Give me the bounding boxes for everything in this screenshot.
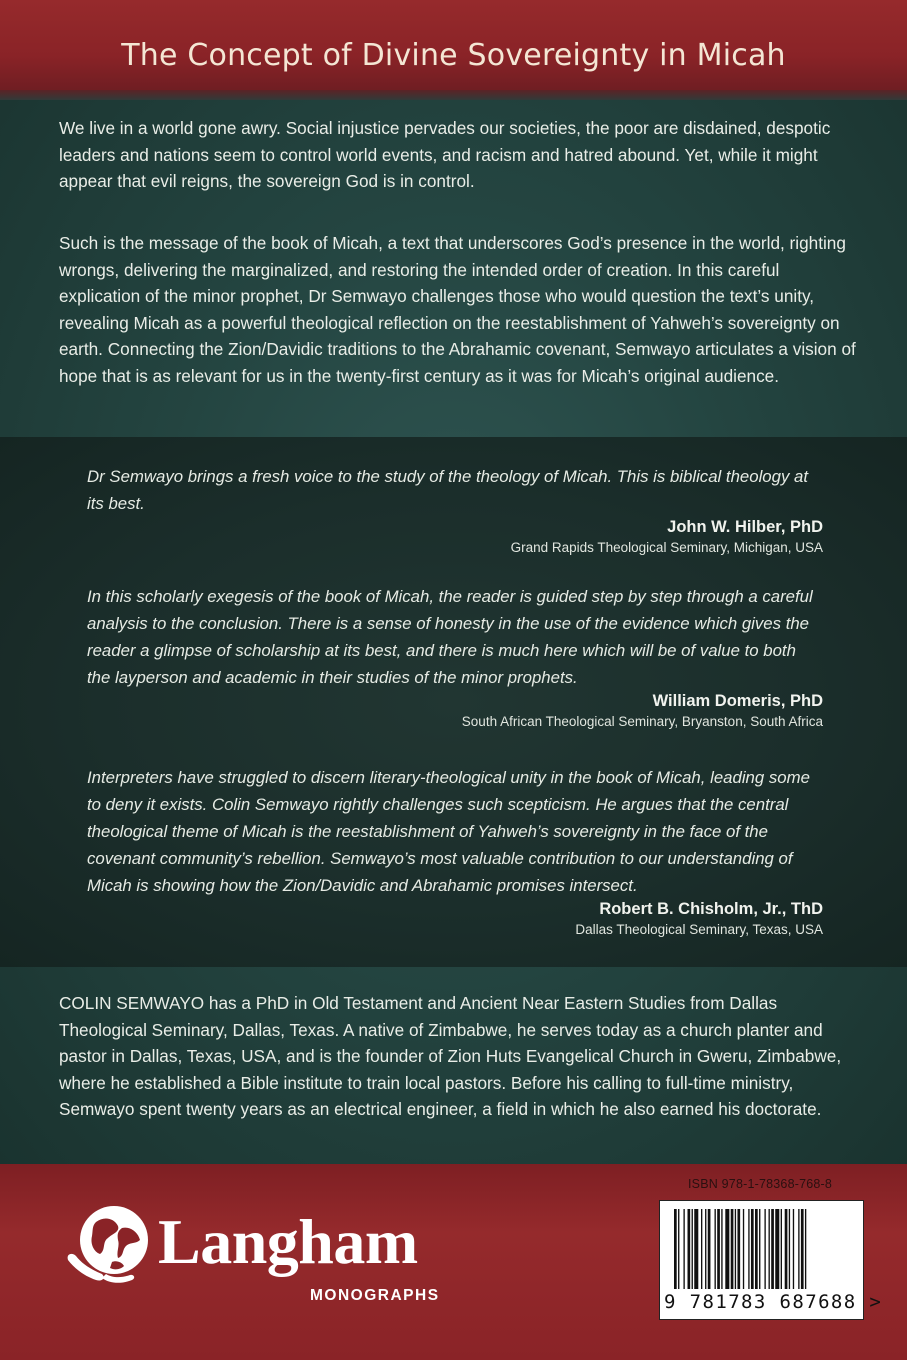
publisher-name: Langham	[158, 1206, 418, 1277]
barcode-bar	[735, 1209, 736, 1289]
barcode-bar	[775, 1209, 779, 1289]
barcode-bar	[771, 1209, 774, 1289]
endorsement-quote: In this scholarly exegesis of the book of Micah, the reader is guided step by step through a careful analysis to the conclusion. There is a sense of honesty in the use of the evidence which gives the reader a glimpse of scholarship at its best, and there is much here which will be of value to both the layperson and academic in their studies of the minor prophets.	[87, 587, 813, 687]
barcode-bar	[717, 1209, 720, 1289]
barcode-bar	[715, 1209, 716, 1289]
barcode-bar	[725, 1209, 729, 1289]
isbn-label: ISBN 978-1-78368-768-8	[688, 1177, 833, 1191]
barcode-bar	[748, 1209, 749, 1289]
barcode-bar	[769, 1209, 770, 1289]
barcode-bar	[692, 1209, 693, 1289]
endorser-name: William Domeris, PhD	[652, 692, 823, 710]
endorser-name: John W. Hilber, PhD	[667, 518, 823, 536]
barcode-bars	[674, 1209, 850, 1289]
barcode-bar	[798, 1209, 799, 1289]
author-bio: COLIN SEMWAYO has a PhD in Old Testament and Ancient Near Eastern Studies from Dallas Theological Seminary, Dallas, Texas. A native of Zimbabwe, he serves today as a church planter and pastor in Dallas, Texas, USA, and is the founder of Zion Huts Evangelical Church in Gweru, Zimbabwe, where he established a Bible institute to train local pastors. Before his calling to full-time ministry, Semwayo spent twenty years as an electrical engineer, a field in which he also earned his doctorate.	[59, 993, 842, 1119]
barcode-bar	[694, 1209, 698, 1289]
barcode-bar	[743, 1209, 744, 1289]
barcode	[659, 1200, 883, 1320]
barcode-bar	[737, 1209, 740, 1289]
endorser-name: Robert B. Chisholm, Jr., ThD	[599, 900, 823, 918]
barcode-bar	[674, 1209, 677, 1289]
globe-hands-icon	[62, 1198, 160, 1290]
endorser-affiliation: Grand Rapids Theological Seminary, Michigan, USA	[510, 540, 823, 555]
barcode-bar	[764, 1209, 765, 1289]
barcode-bar	[708, 1209, 711, 1289]
endorsement-domeris	[87, 583, 823, 729]
endorsement-quote: Dr Semwayo brings a fresh voice to the study of the theology of Micah. This is biblical theology at its best.	[87, 467, 809, 513]
barcode-bar	[801, 1209, 804, 1289]
barcode-digits: 9 781783 687688 >	[664, 1291, 883, 1313]
barcode-bar	[805, 1209, 806, 1289]
book-title: The Concept of Divine Sovereignty in Micah	[121, 38, 786, 73]
endorsement-quote: Interpreters have struggled to discern literary-theological unity in the book of Micah, leading some to deny it exists. Colin Semwayo rightly challenges such scepticism. He argues that the central theological theme of Micah is the reestablishment of Yahweh’s sovereignty in the face of the covenant community’s rebellion. Semwayo’s most valuable contribution to our understanding of Micah is showing how the Zion/Davidic and Abrahamic promises intersect.	[87, 768, 810, 895]
barcode-bar	[755, 1209, 758, 1289]
barcode-bar	[759, 1209, 760, 1289]
description-paragraph-2: Such is the message of the book of Micah, a text that underscores God’s presence in the world, righting wrongs, delivering the marginalized, and restoring the intended order of creation. In this careful explication of the minor prophet, Dr Semwayo challenges those who would question the text’s unity, revealing Micah as a powerful theological reflection on the reestablishment of Yahweh’s sovereignty on earth. Connecting the Zion/Davidic traditions to the Abrahamic covenant, Semwayo articulates a vision of hope that is as relevant for us in the twenty-first century as it was for Micah’s original audience.	[59, 233, 856, 386]
barcode-bar	[751, 1209, 754, 1289]
barcode-bar	[781, 1209, 782, 1289]
description-paragraph-1: We live in a world gone awry. Social injustice pervades our societies, the poor are disdained, despotic leaders and nations seem to control world events, and racism and hatred abound. Yet, while it might appear that evil reigns, the sovereign God is in control.	[59, 118, 831, 191]
endorser-affiliation: South African Theological Seminary, Bryanston, South Africa	[461, 714, 823, 729]
barcode-bar	[705, 1209, 706, 1289]
barcode-bar	[789, 1209, 790, 1289]
barcode-bar	[678, 1209, 679, 1289]
barcode-bar	[721, 1209, 722, 1289]
barcode-bar	[683, 1209, 684, 1289]
barcode-bar	[793, 1209, 794, 1289]
barcode-bar	[701, 1209, 702, 1289]
barcode-bar	[785, 1209, 788, 1289]
endorser-affiliation: Dallas Theological Seminary, Texas, USA	[575, 922, 823, 937]
endorsement-chisholm	[87, 764, 823, 937]
publisher-imprint: MONOGRAPHS	[310, 1287, 440, 1304]
barcode-bar	[731, 1209, 734, 1289]
endorsement-hilber	[87, 463, 823, 555]
barcode-bar	[688, 1209, 691, 1289]
